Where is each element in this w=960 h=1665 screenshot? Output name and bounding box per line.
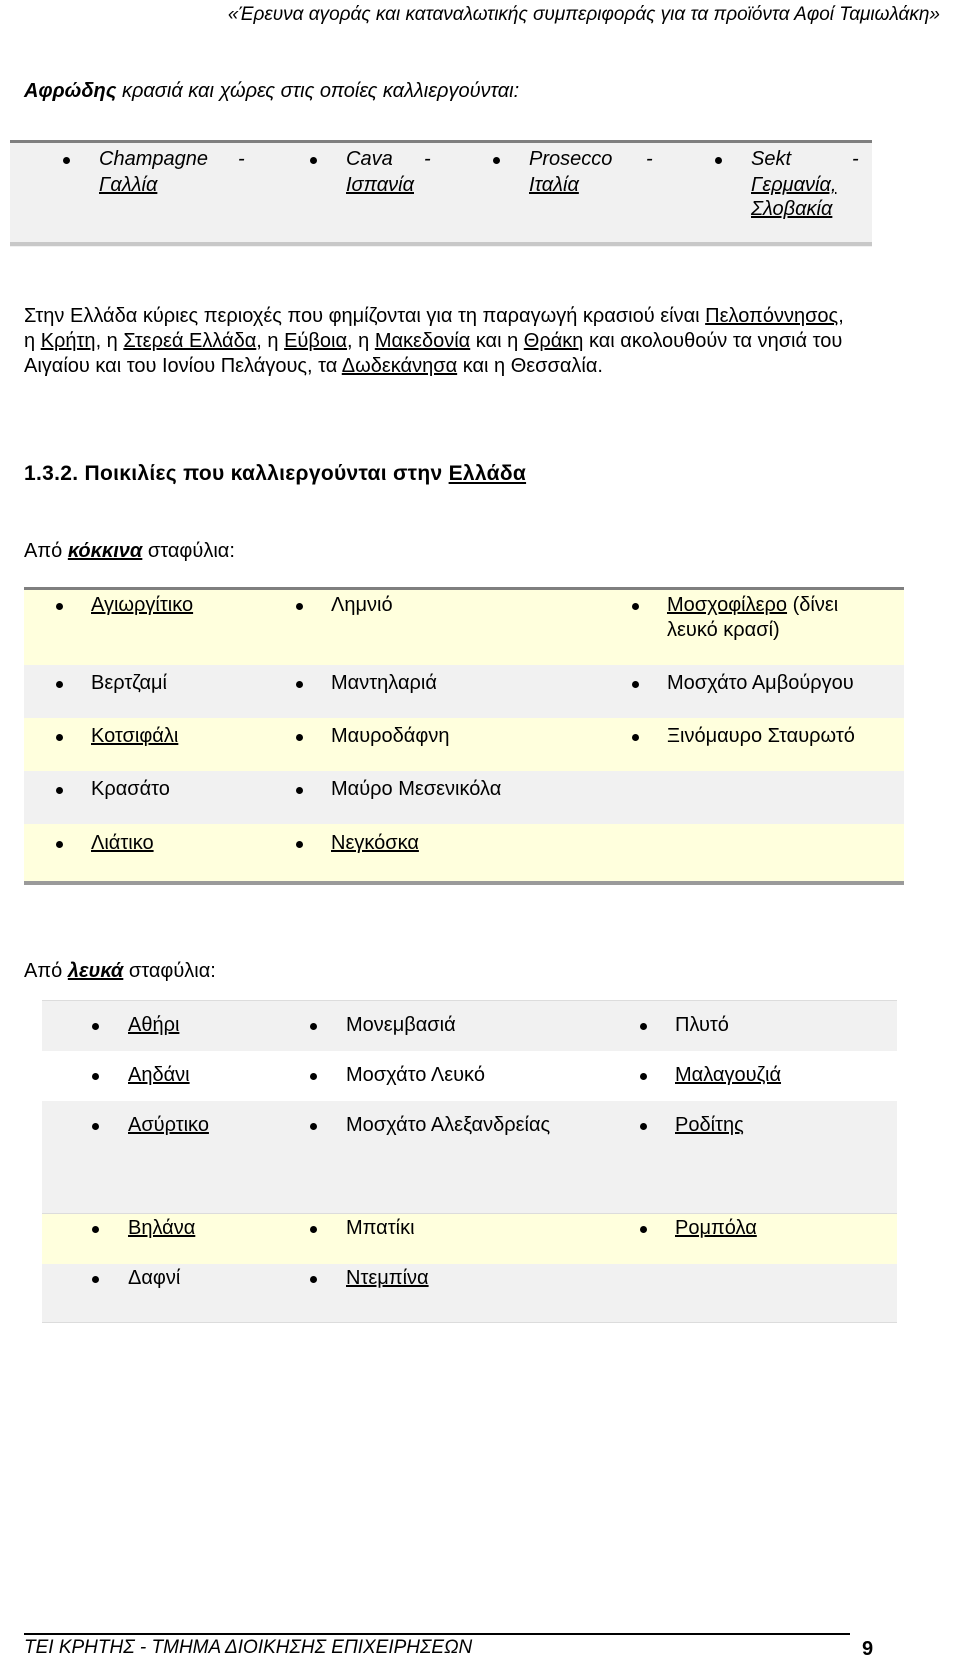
grape-note: λευκό κρασί) bbox=[667, 619, 780, 641]
bullet-icon bbox=[715, 157, 722, 164]
bullet-icon bbox=[56, 787, 63, 794]
page-number: 9 bbox=[862, 1638, 874, 1660]
grape-link[interactable]: Μοσχοφίλερο bbox=[667, 594, 788, 616]
grape-link[interactable]: Αηδάνι bbox=[128, 1064, 190, 1086]
sparkling-dash: - bbox=[852, 148, 859, 170]
regions-line-3: Αιγαίου και του Ιονίου Πελάγους, τα Δωδεκάνησα και η Θεσσαλία. bbox=[24, 355, 603, 377]
grape-name: Μοσχάτο Αμβούργου bbox=[667, 672, 854, 694]
white-grapes-label: Από λευκά σταφύλια: bbox=[24, 960, 216, 982]
sparkling-table-top-rule bbox=[10, 140, 872, 143]
table-bottom-rule bbox=[42, 1322, 897, 1323]
bullet-icon bbox=[640, 1023, 647, 1030]
bullet-icon bbox=[92, 1123, 99, 1130]
bullet-icon bbox=[310, 1276, 317, 1283]
sparkling-country-link[interactable]: Ισπανία bbox=[346, 174, 414, 196]
bullet-icon bbox=[296, 841, 303, 848]
bullet-icon bbox=[640, 1123, 647, 1130]
bullet-icon bbox=[640, 1226, 647, 1233]
running-header: «Έρευνα αγοράς και καταναλωτικής συμπεριφοράς για τα προϊόντα Αφοί Ταμιωλάκη» bbox=[227, 4, 940, 25]
region-link[interactable]: Πελοπόννησος bbox=[705, 305, 839, 327]
grape-link[interactable]: Ροδίτης bbox=[675, 1114, 744, 1136]
sparkling-heading-rest: κρασιά και χώρες στις οποίες καλλιεργούνται: bbox=[116, 80, 520, 102]
bullet-icon bbox=[632, 603, 639, 610]
bullet-icon bbox=[640, 1073, 647, 1080]
grape-name: Μαντηλαριά bbox=[331, 672, 437, 694]
region-link[interactable]: Δωδεκάνησα bbox=[341, 355, 458, 377]
grape-name: Λημνιό bbox=[331, 594, 393, 616]
sparkling-country-link[interactable]: Γαλλία bbox=[99, 174, 158, 196]
sparkling-wine: Sekt bbox=[751, 148, 792, 170]
bullet-icon bbox=[493, 157, 500, 164]
grape-link[interactable]: Λιάτικο bbox=[91, 832, 154, 854]
footer-text: ΤΕΙ ΚΡΗΤΗΣ - ΤΜΗΜΑ ΔΙΟΙΚΗΣΗΣ ΕΠΙΧΕΙΡΗΣΕΩΝ bbox=[24, 1637, 473, 1658]
grape-name: Μοσχάτο Λευκό bbox=[346, 1064, 485, 1086]
sparkling-wine: Prosecco bbox=[529, 148, 613, 170]
sparkling-table-bottom-rule bbox=[10, 242, 872, 246]
bullet-icon bbox=[56, 734, 63, 741]
sparkling-dash: - bbox=[238, 148, 245, 170]
grape-name: Μαύρο Μεσενικόλα bbox=[331, 778, 502, 800]
sparkling-dash: - bbox=[424, 148, 431, 170]
grape-link[interactable]: Αγιωργίτικο bbox=[91, 594, 194, 616]
bullet-icon bbox=[296, 681, 303, 688]
sparkling-wine: Champagne bbox=[99, 148, 208, 170]
red-grapes-label: Από κόκκινα σταφύλια: bbox=[24, 540, 235, 562]
region-link[interactable]: Κρήτη bbox=[40, 330, 96, 352]
bullet-icon bbox=[310, 157, 317, 164]
sparkling-heading-bold: Αφρώδης bbox=[24, 80, 117, 102]
sparkling-country-link[interactable]: Σλοβακία bbox=[751, 198, 833, 220]
section-heading bbox=[24, 460, 526, 488]
bullet-icon bbox=[92, 1276, 99, 1283]
regions-line-1: Στην Ελλάδα κύριες περιοχές που φημίζονται για τη παραγωγή κρασιού είναι Πελοπόννησος, bbox=[24, 305, 844, 327]
bullet-icon bbox=[92, 1023, 99, 1030]
grape-link[interactable]: Ντεμπίνα bbox=[346, 1267, 429, 1289]
footer-rule bbox=[24, 1633, 850, 1635]
bullet-icon bbox=[310, 1123, 317, 1130]
region-link[interactable]: Εύβοια bbox=[284, 330, 348, 352]
section-title: Ποικιλίες που καλλιεργούνται στην Ελλάδα bbox=[84, 462, 527, 485]
bullet-icon bbox=[310, 1073, 317, 1080]
grape-name: Ξινόμαυρο Σταυρωτό bbox=[667, 725, 855, 747]
bullet-icon bbox=[296, 603, 303, 610]
bullet-icon bbox=[92, 1073, 99, 1080]
bullet-icon bbox=[296, 787, 303, 794]
regions-line-2: η Κρήτη, η Στερεά Ελλάδα, η Εύβοια, η Μακεδονία και η Θράκη και ακολουθούν τα νησιά του bbox=[24, 330, 843, 352]
bullet-icon bbox=[310, 1023, 317, 1030]
table-band bbox=[24, 824, 904, 884]
section-title-link[interactable]: Ελλάδα bbox=[448, 462, 527, 485]
grape-link[interactable]: Μαλαγουζιά bbox=[675, 1064, 782, 1086]
region-link[interactable]: Μακεδονία bbox=[374, 330, 471, 352]
grape-link[interactable]: Κοτσιφάλι bbox=[91, 725, 179, 747]
grape-name: Κρασάτο bbox=[91, 778, 170, 800]
bullet-icon bbox=[63, 157, 70, 164]
bullet-icon bbox=[56, 681, 63, 688]
grape-name: Μοσχάτο Αλεξανδρείας bbox=[346, 1114, 551, 1136]
bullet-icon bbox=[92, 1226, 99, 1233]
grape-name: Μπατίκι bbox=[346, 1217, 415, 1239]
region-link[interactable]: Στερεά Ελλάδα bbox=[123, 330, 257, 352]
sparkling-country-link[interactable]: Γερμανία, bbox=[751, 174, 837, 196]
table-top-rule bbox=[24, 587, 904, 590]
sparkling-country-link[interactable]: Ιταλία bbox=[529, 174, 579, 196]
sparkling-wine: Cava bbox=[346, 148, 393, 170]
bullet-icon bbox=[296, 734, 303, 741]
grape-link[interactable]: Βηλάνα bbox=[128, 1217, 196, 1239]
sparkling-dash: - bbox=[646, 148, 653, 170]
grape-item: Μοσχοφίλερο (δίνει bbox=[667, 594, 839, 616]
bullet-icon bbox=[632, 734, 639, 741]
sparkling-heading bbox=[24, 78, 519, 105]
grape-name: Δαφνί bbox=[128, 1267, 181, 1289]
grape-link[interactable]: Αθήρι bbox=[128, 1014, 180, 1036]
grape-name: Μαυροδάφνη bbox=[331, 725, 450, 747]
region-link[interactable]: Θράκη bbox=[523, 330, 584, 352]
grape-name: Μονεμβασιά bbox=[346, 1014, 456, 1036]
grape-link[interactable]: Νεγκόσκα bbox=[331, 832, 419, 854]
bullet-icon bbox=[56, 841, 63, 848]
section-number: 1.3.2. bbox=[24, 462, 79, 485]
grape-name: Βερτζαμί bbox=[91, 672, 167, 694]
bullet-icon bbox=[632, 681, 639, 688]
bullet-icon bbox=[56, 603, 63, 610]
grape-name: Πλυτό bbox=[675, 1014, 729, 1036]
bullet-icon bbox=[310, 1226, 317, 1233]
table-bottom-rule bbox=[24, 881, 904, 885]
grape-link[interactable]: Ρομπόλα bbox=[675, 1217, 757, 1239]
grape-link[interactable]: Ασύρτικο bbox=[128, 1114, 209, 1136]
